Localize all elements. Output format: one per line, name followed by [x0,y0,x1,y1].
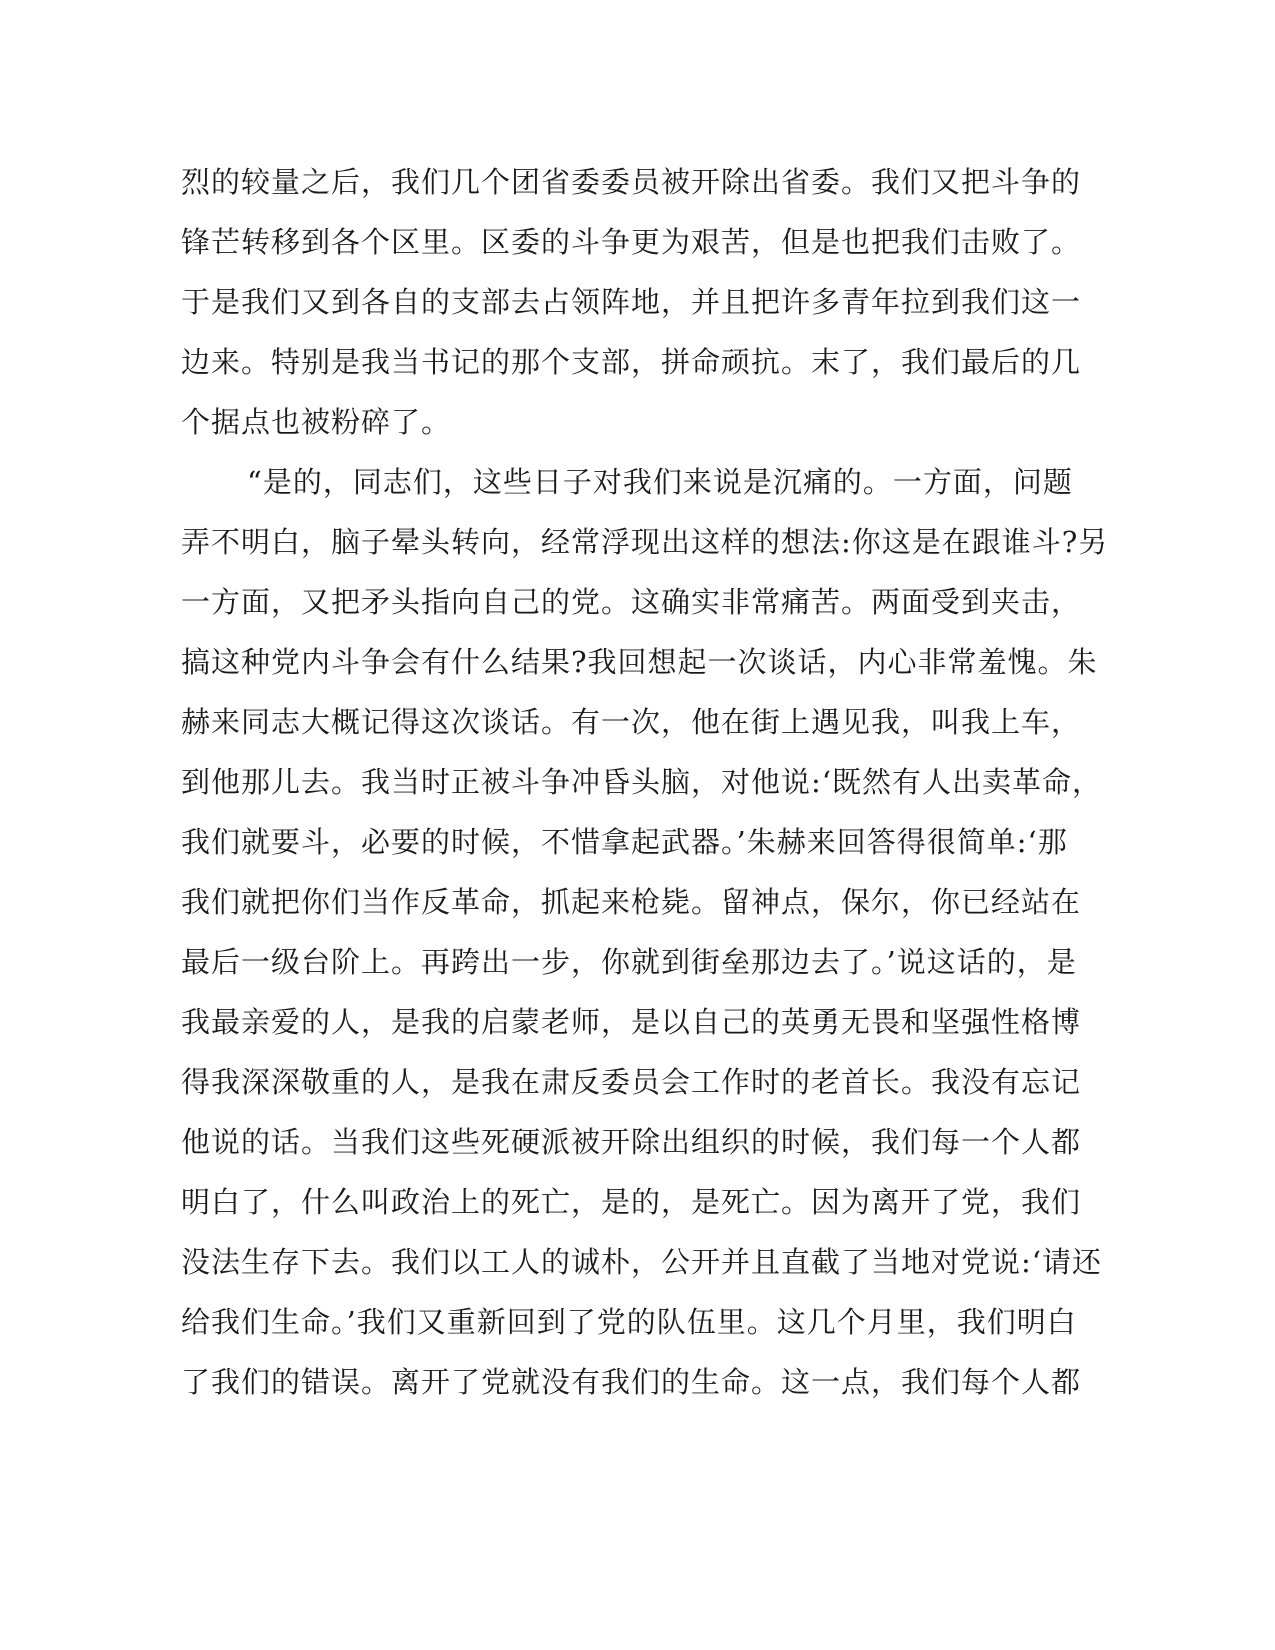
text-line: 锋芒转移到各个区里。区委的斗争更为艰苦，但是也把我们击败了。 [181,225,1082,259]
text-line: 边来。特别是我当书记的那个支部，拼命顽抗。末了，我们最后的几 [181,345,1082,379]
text-line: 到他那儿去。我当时正被斗争冲昏头脑，对他说:‘既然有人出卖革命， [181,765,1102,799]
text-line: “是的，同志们，这些日子对我们来说是沉痛的。一方面，问题 [247,465,1073,499]
text-line: 我最亲爱的人，是我的启蒙老师，是以自己的英勇无畏和坚强性格博 [181,1005,1082,1039]
text-line: 最后一级台阶上。再跨出一步，你就到街垒那边去了。’说这话的，是 [181,945,1077,979]
text-line: 个据点也被粉碎了。 [181,405,452,439]
text-line: 我们就要斗，必要的时候，不惜拿起武器。’朱赫来回答得很简单:‘那 [181,825,1068,859]
text-line: 我们就把你们当作反革命，抓起来枪毙。留神点，保尔，你已经站在 [181,885,1082,919]
text-line: 赫来同志大概记得这次谈话。有一次，他在街上遇见我，叫我上车， [181,705,1082,739]
body-text [181,152,1109,1412]
text-line: 给我们生命。’我们又重新回到了党的队伍里。这几个月里，我们明白 [181,1305,1077,1339]
text-line: 明白了，什么叫政治上的死亡，是的，是死亡。因为离开了党，我们 [181,1185,1082,1219]
text-line: 他说的话。当我们这些死硬派被开除出组织的时候，我们每一个人都 [181,1125,1082,1159]
text-line: 一方面，又把矛头指向自己的党。这确实非常痛苦。两面受到夹击， [181,585,1082,619]
text-line: 于是我们又到各自的支部去占领阵地，并且把许多青年拉到我们这一 [181,285,1082,319]
text-line: 了我们的错误。离开了党就没有我们的生命。这一点，我们每个人都 [181,1365,1082,1399]
text-line: 没法生存下去。我们以工人的诚朴，公开并且直截了当地对党说:‘请还 [181,1245,1102,1279]
text-line: 搞这种党内斗争会有什么结果?我回想起一次谈话，内心非常羞愧。朱 [181,645,1098,679]
text-line: 烈的较量之后，我们几个团省委委员被开除出省委。我们又把斗争的 [181,165,1082,199]
text-line: 弄不明白，脑子晕头转向，经常浮现出这样的想法:你这是在跟谁斗?另 [181,525,1109,559]
text-line: 得我深深敬重的人，是我在肃反委员会工作时的老首长。我没有忘记 [181,1065,1082,1099]
